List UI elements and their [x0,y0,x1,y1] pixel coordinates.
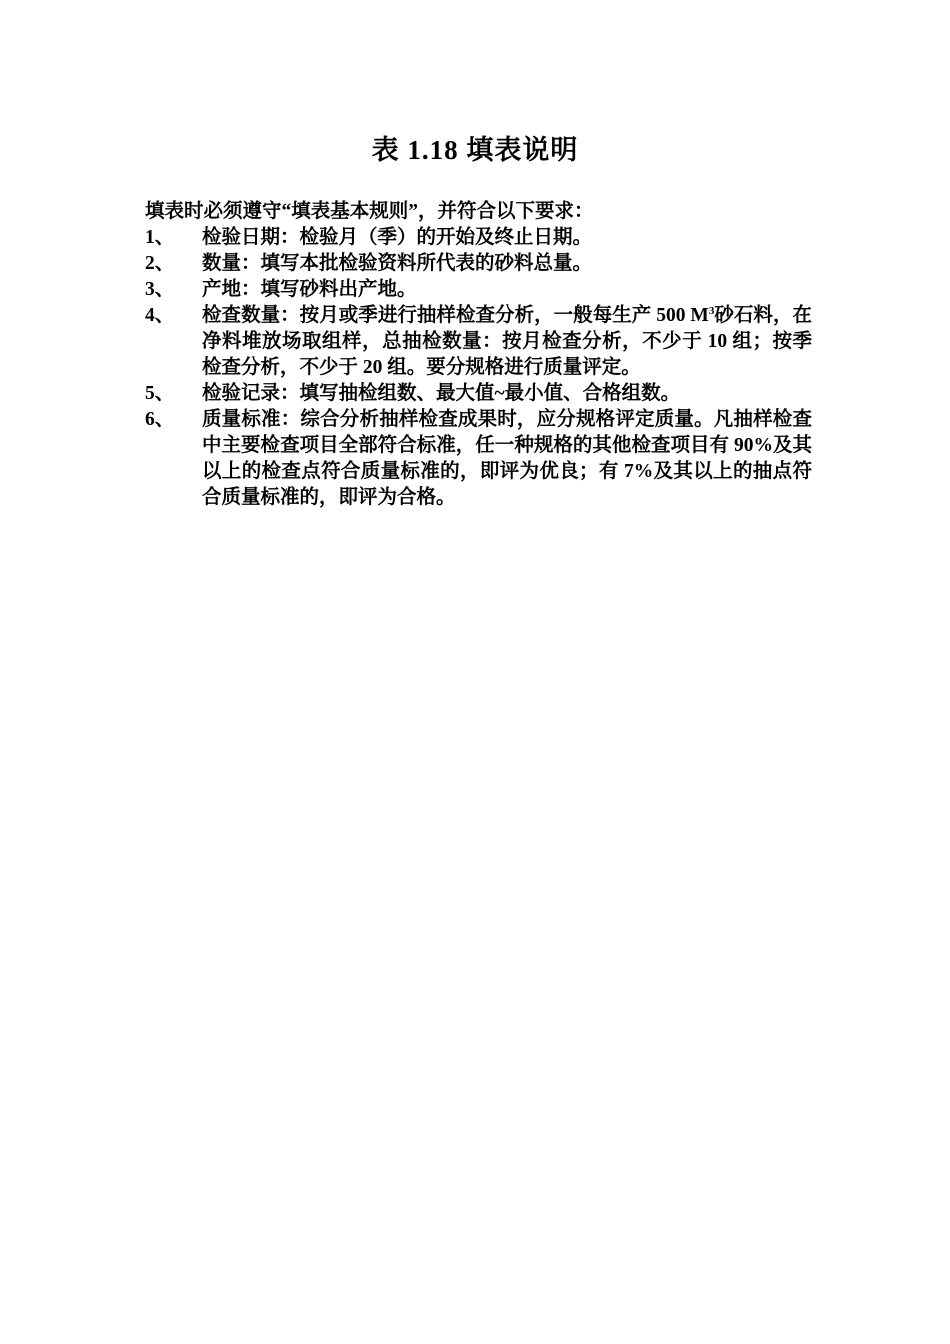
list-item [145,381,835,407]
item-text-part: 砂石料，在净料堆放场取组样，总抽检数量：按月检查分析，不少于 10 组；按季检查分析，不少于 20 组。要分规格进行质量评定。 [202,305,812,378]
item-text: 检验记录：填写抽检组数、最大值~最小值、合格组数。 [202,383,681,404]
list-item [145,277,835,303]
list-item [145,407,835,511]
item-number: 2、 [145,253,175,274]
item-text [202,303,812,381]
item-number: 5、 [145,383,175,404]
item-number: 1、 [145,227,175,248]
item-number: 4、 [145,305,175,326]
item-text: 产地：填写砂料出产地。 [202,279,417,300]
list-item [145,251,835,277]
document-title: 表 1.18 填表说明 [371,135,579,165]
intro-text: 填表时必须遵守“填表基本规则”，并符合以下要求： [145,201,594,222]
item-text: 数量：填写本批检验资料所代表的砂料总量。 [202,253,593,274]
instructions-body [145,199,835,511]
list-item [145,225,835,251]
item-number: 3、 [145,279,175,300]
item-text: 检验日期：检验月（季）的开始及终止日期。 [202,227,593,248]
superscript: 3 [708,305,715,317]
instruction-list [145,225,835,511]
item-text: 质量标准：综合分析抽样检查成果时，应分规格评定质量。凡抽样检查中主要检查项目全部符合标准，任一种规格的其他检查项目有 90%及其以上的检查点符合质量标准的，即评为优良；有 7%及其以上的抽点符合质量标准的，即评为合格。 [202,409,812,508]
item-text-part: 检查数量：按月或季进行抽样检查分析，一般每生产 500 M [202,305,709,326]
list-item [145,303,835,381]
item-number: 6、 [145,409,175,430]
